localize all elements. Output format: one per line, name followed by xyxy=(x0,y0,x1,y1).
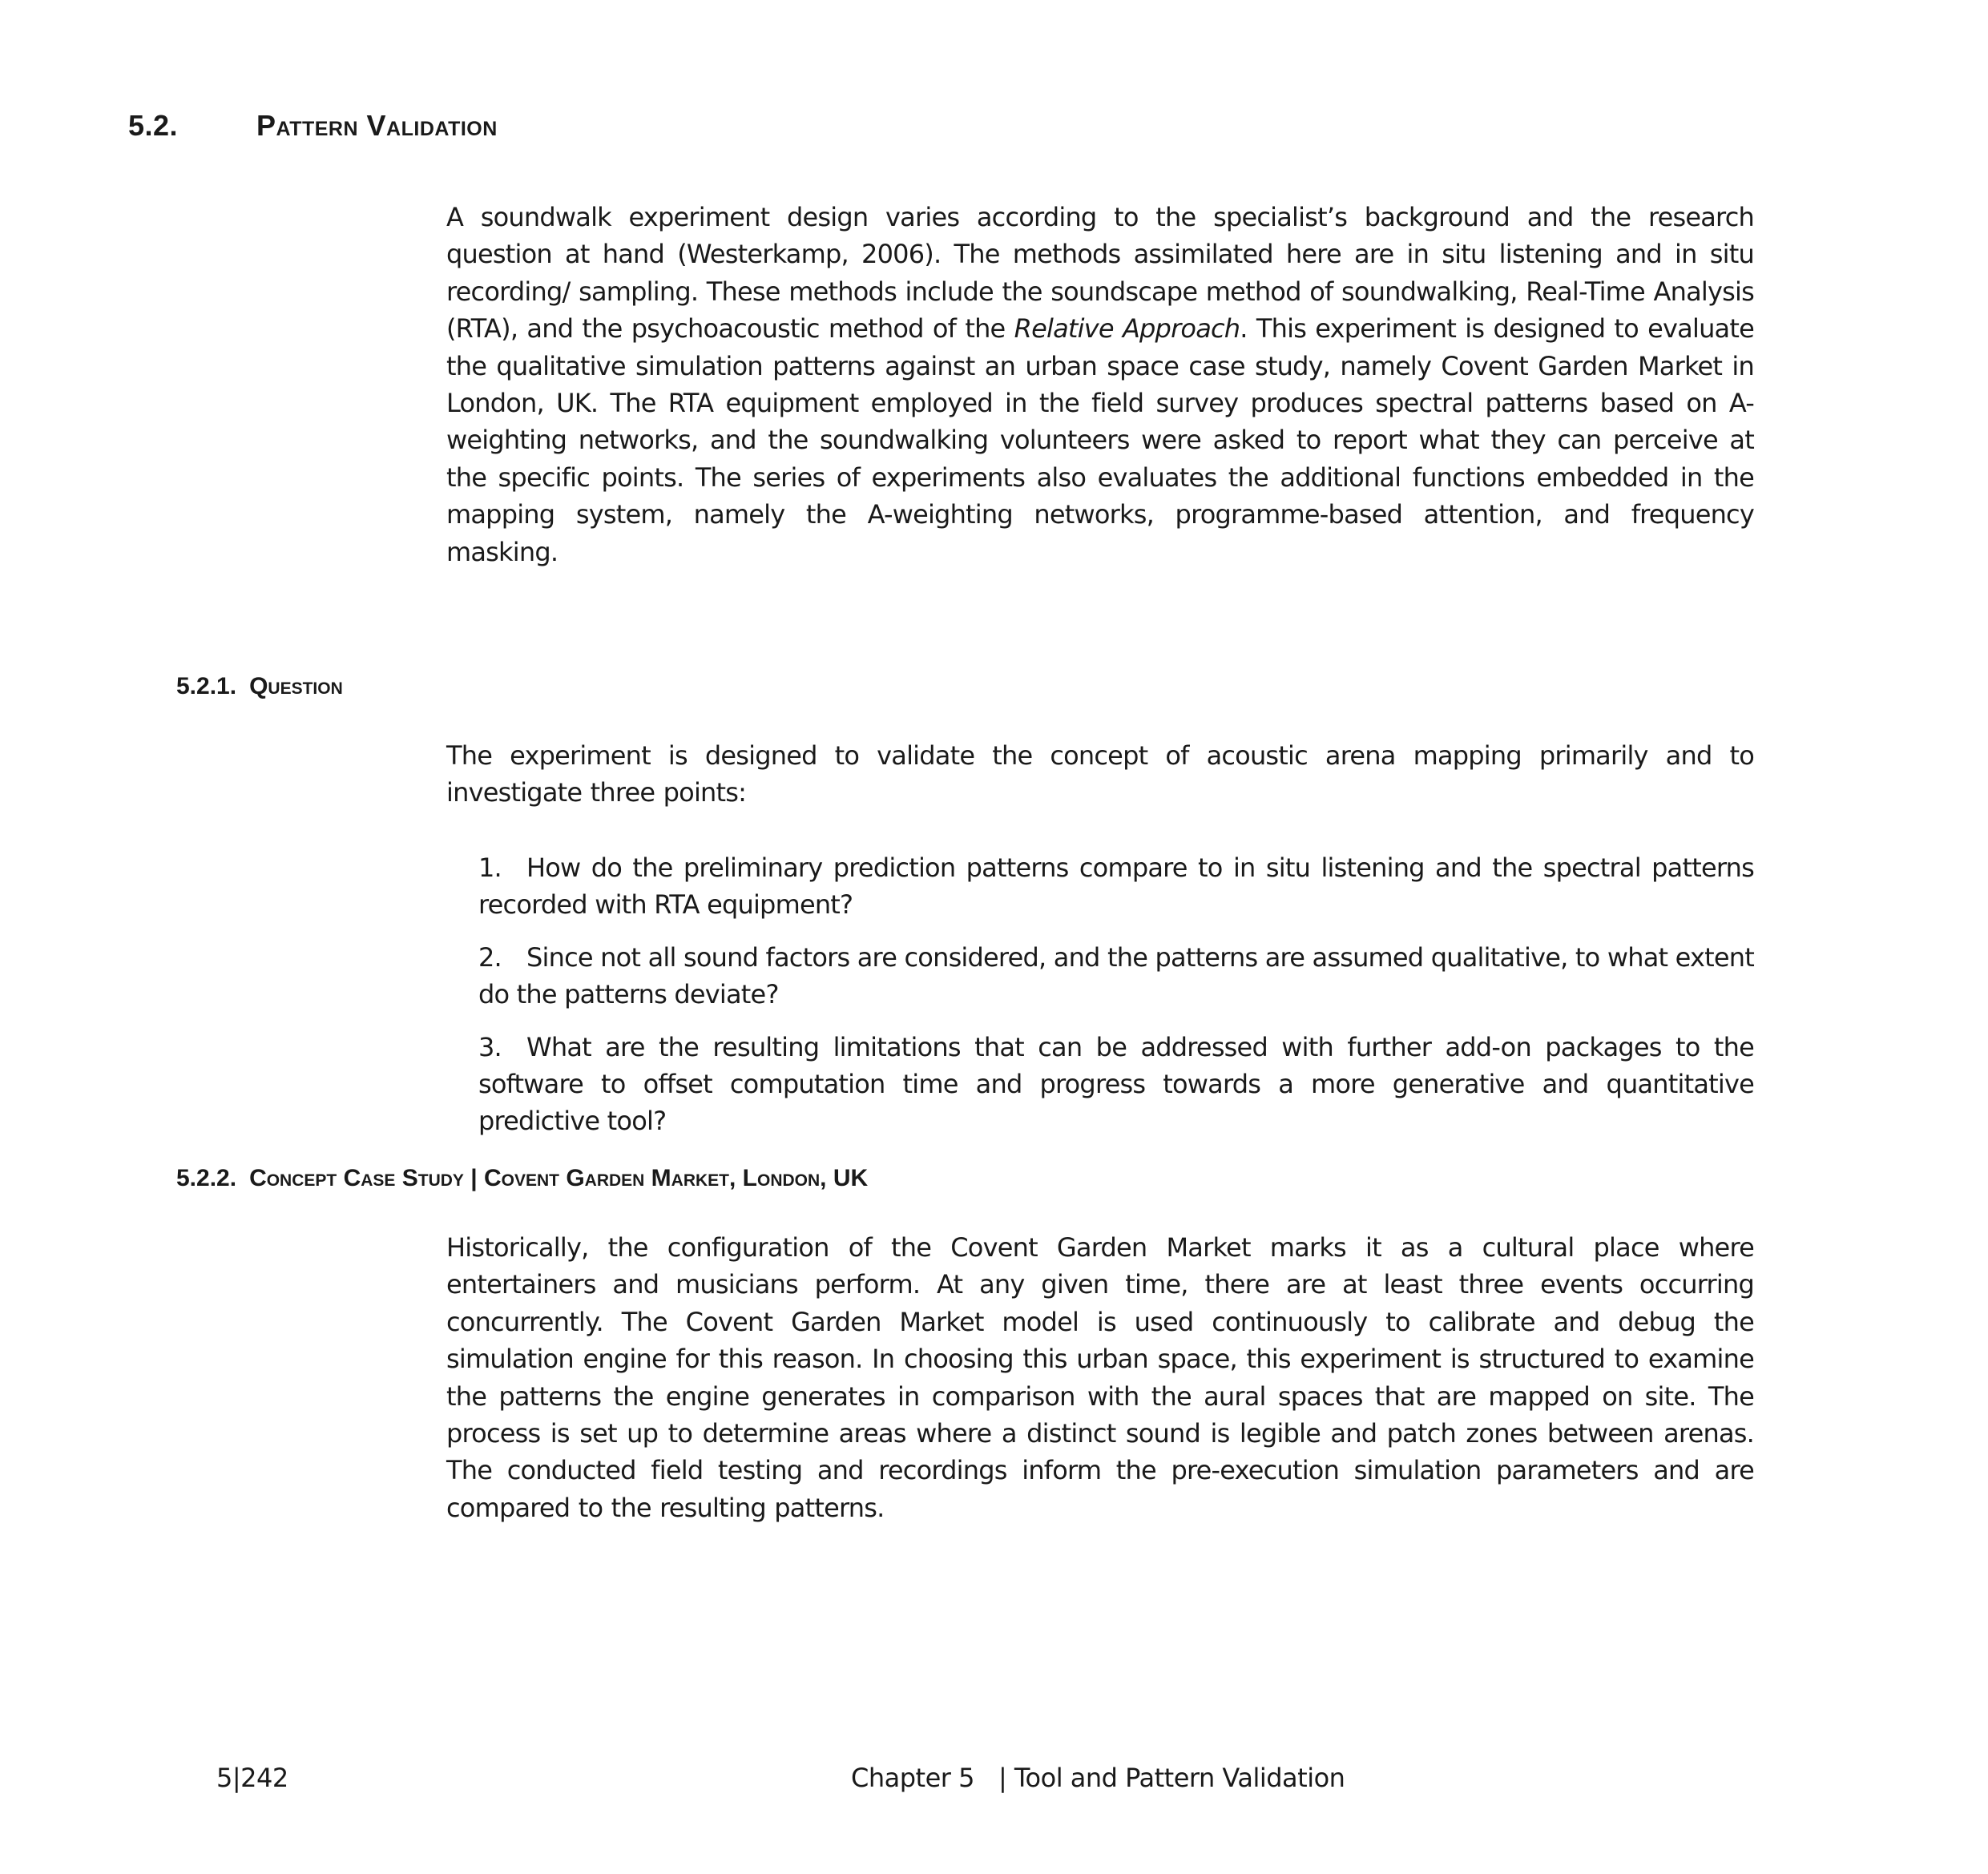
list-item xyxy=(478,849,1754,924)
intro-text-end: . This experiment is designed to evaluate the qualitative simulation patterns against an urban space case study, namely Covent Garden Market in London, UK. The RTA equipment employed in the field survey produces spectral patterns based on A-weighting networks, and the soundwalking volunteers were asked to report what they can perceive at the specific points. The series of experiments also evaluates the additional functions embedded in the mapping system, namely the A-weighting networks, programme-based attention, and frequency masking. xyxy=(446,313,1754,567)
question-list xyxy=(478,849,1754,1155)
subsection-title: Concept Case Study | Covent Garden Market, London, UK xyxy=(249,1165,869,1191)
list-item xyxy=(478,1029,1754,1140)
subsection-number: 5.2.1. xyxy=(176,673,237,699)
list-item-text: Since not all sound factors are considered, and the patterns are assumed qualitative, to what extent do the patterns deviate? xyxy=(478,941,1754,1010)
list-item-number: 2. xyxy=(478,941,502,973)
case-study-paragraph: Historically, the configuration of the Covent Garden Market marks it as a cultural place where entertainers and musicians perform. At any given time, there are at least three events occurring concurrently. The Covent Garden Market model is used continuously to calibrate and debug the simulation engine for this reason. In choosing this urban space, this experiment is structured to examine the patterns the engine generates in comparison with the aural spaces that are mapped on site. The process is set up to determine areas where a distinct sound is legible and patch zones between arenas. The conducted field testing and recordings inform the pre-execution simulation parameters and are compared to the resulting patterns. xyxy=(446,1232,1754,1523)
question-intro-paragraph: The experiment is designed to validate the concept of acoustic arena mapping primarily and to investigate three points: xyxy=(446,740,1754,808)
subsection-number: 5.2.2. xyxy=(176,1165,237,1191)
page-number: 5|242 xyxy=(216,1763,288,1793)
subsection-heading-case-study xyxy=(176,1165,868,1192)
section-heading xyxy=(128,109,498,143)
subsection-title: Question xyxy=(249,673,343,699)
list-item-number: 1. xyxy=(478,852,502,883)
list-item-text: What are the resulting limitations that can be addressed with further add-on packages to the software to offset computation time and progress towards a more generative and quantitative predictive tool? xyxy=(478,1031,1754,1137)
intro-text-start: A soundwalk experiment design varies according to the specialist’s background and the research question at hand (Westerkamp, 2006). The methods assimilated here are in situ listening and in situ recording/ sampling. These methods include the soundscape method of soundwalking, Real-Time Analysis (RTA), and the psychoacoustic method of the xyxy=(446,202,1754,345)
list-item-number: 3. xyxy=(478,1031,502,1062)
section-number: 5.2. xyxy=(128,109,179,142)
section-intro-paragraph xyxy=(446,199,1754,570)
chapter-label: Chapter 5 xyxy=(851,1763,974,1793)
subsection-heading-question xyxy=(176,673,343,700)
section-title: Pattern Validation xyxy=(256,109,498,142)
list-item-text: How do the preliminary prediction patterns compare to in situ listening and the spectral patterns recorded with RTA equipment? xyxy=(478,852,1754,921)
intro-text-emphasis: Relative Approach xyxy=(1014,313,1240,345)
chapter-footer xyxy=(851,1763,1345,1793)
list-item xyxy=(478,939,1754,1014)
chapter-title: | Tool and Pattern Validation xyxy=(998,1763,1345,1793)
